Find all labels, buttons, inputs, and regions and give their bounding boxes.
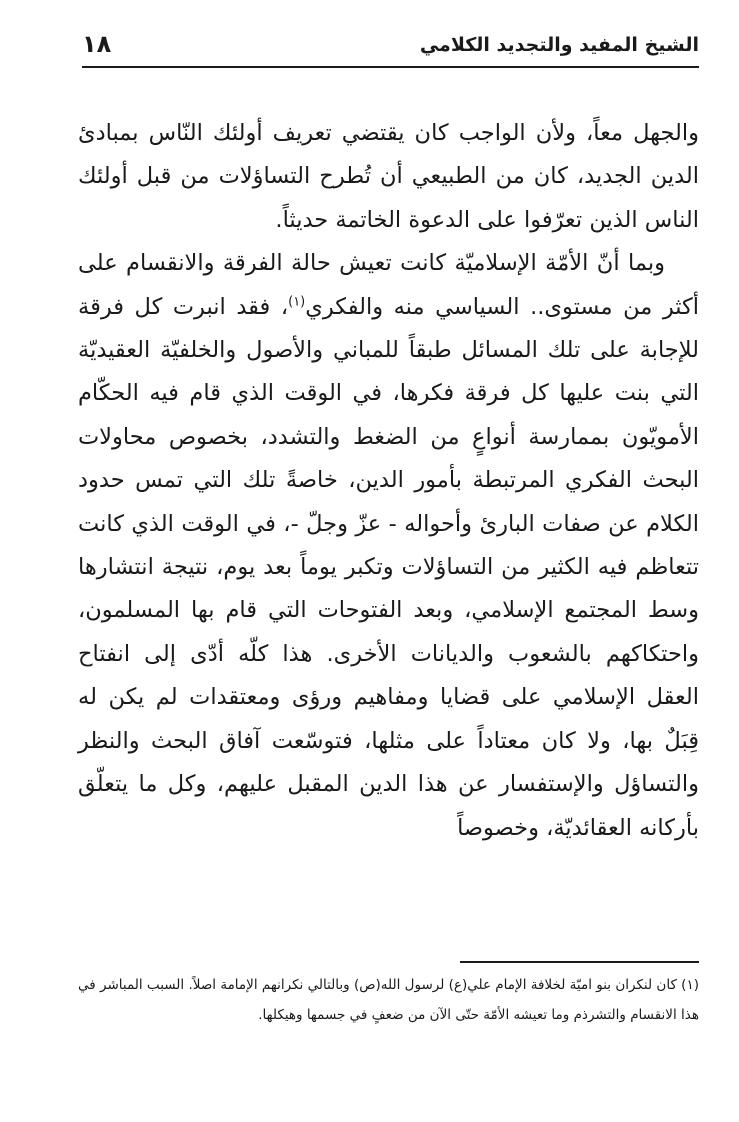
running-header-title: الشيخ المفيد والتجديد الكلامي [419,34,699,56]
paragraph-2-part-1: وبما أنّ الأمّة الإسلاميّة كانت تعيش حالة الفرقة والانقسام على أكثر من مستوى.. السياسي منه والفكري [78,250,699,320]
main-text [78,112,699,850]
footnote-divider [460,961,699,963]
running-header [82,30,699,66]
header-divider [82,66,699,68]
footnote-reference: (١) [288,294,306,310]
paragraph-2 [78,242,699,850]
paragraph-1: والجهل معاً، ولأن الواجب كان يقتضي تعريف أولئك النّاس بمبادئ الدين الجديد، كان من الطبيعي أن تُطرح التساؤلات من قبل أولئك الناس الذين تعرّفوا على الدعوة الخاتمة حديثاً. [78,120,699,233]
paragraph-2-part-2: ، فقد انبرت كل فرقة للإجابة على تلك المسائل طبقاً للمباني والأصول والخلفيّة العقيديّة التي بنت عليها كل فرقة فكرها، في الوقت الذي قام فيه الحكّام الأمويّون بممارسة أنواعٍ من الضغط والتشدد، بخصوص محاولات البحث الفكري المرتبطة بأمور الدين، خاصةً تلك التي تمس حدود الكلام عن صفات البارئ وأحواله - عزّ وجلّ -، في الوقت الذي كانت تتعاظم فيه الكثير من التساؤلات وتكبر يوماً بعد يوم، نتيجة انتشارها وسط المجتمع الإسلامي، وبعد الفتوحات التي قام بها المسلمون، واحتكاكهم بالشعوب والديانات الأخرى. هذا كلّه أدّى إلى انفتاح العقل الإسلامي على قضايا ومفاهيم ورؤى ومعتقدات لم يكن له قِبَلٌ بها، ولا كان معتاداً على مثلها، فتوسّعت آفاق البحث والنظر والتساؤل والإستفسار عن هذا الدين المقبل عليهم، وكل ما يتعلّق بأركانه العقائديّة، وخصوصاً [78,293,699,841]
footnote: (١) كان لنكران بنو اميّة لخلافة الإمام علي(ع) لرسول الله(ص) وبالتالي نكرانهم الإمامة اصلاً. السبب المباشر في هذا الانقسام والتشرذم وما تعيشه الأمّة حتّى الآن من ضعفٍ في جسمها وهيكلها. [78,977,699,1023]
page-number: ١٨ [82,30,112,58]
